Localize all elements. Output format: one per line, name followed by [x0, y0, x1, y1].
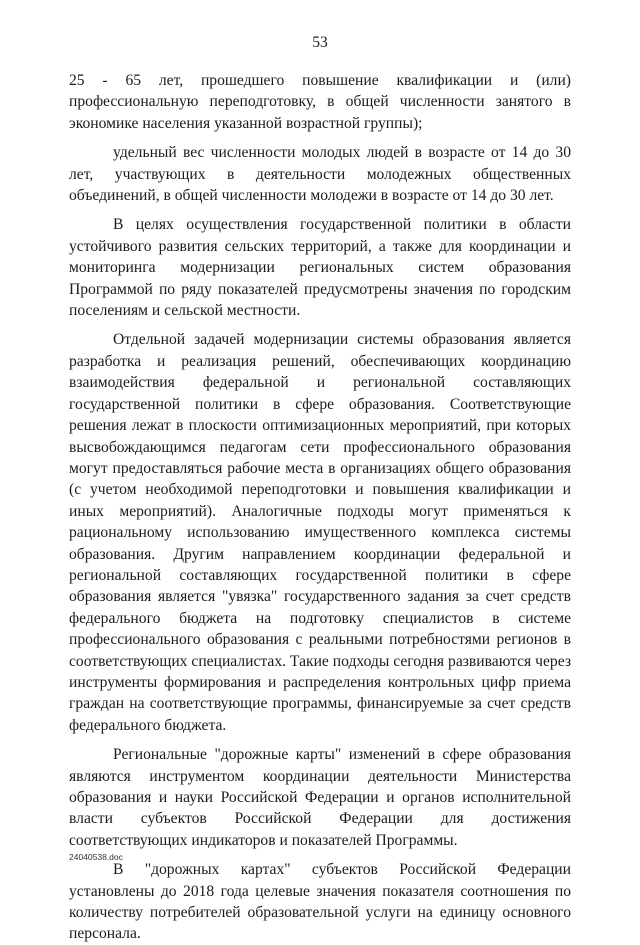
- paragraph-roadmap-targets: В "дорожных картах" субъектов Российской Федерации установлены до 2018 года целевые значения показателя соотношения по количеству потребителей образовательной услуги на единицу основного персонала.: [69, 861, 571, 943]
- paragraph-coordination-task: Отдельной задачей модернизации системы образования является разработка и реализация решений, обеспечивающих координацию взаимодействия федеральной и региональной составляющих государственной политики в сфере образования. Соответствующие решения лежат в плоскости оптимизационных мероприятий, при которых высвобождающимся педагогам сети профессионального образования могут предоставляться рабочие места в организациях общего образования (с учетом необходимой переподготовки и повышения квалификации и иных мероприятий). Аналогичные подходы могут применяться к рациональному использованию имущественного комплекса системы образования. Другим направлением координации федеральной и региональной составляющих государственной политики в сфере образования является "увязка" государственного задания за счет средств федерального бюджета на подготовку специалистов в системе профессионального образования с реальными потребностями регионов в соответствующих специалистах. Такие подходы сегодня развиваются через инструменты формирования и распределения контрольных цифр приема граждан на соответствующие программы, финансируемые за счет средств федерального бюджета.: [69, 331, 571, 734]
- footer-filename: 24040538.doc: [69, 852, 123, 862]
- paragraph-youth-share: удельный вес численности молодых людей в возрасте от 14 до 30 лет, участвующих в деятельности молодежных общественных объединений, в общей численности молодежи в возрасте от 14 до 30 лет.: [69, 144, 571, 205]
- document-body: [69, 70, 571, 945]
- paragraph-continuation: 25 - 65 лет, прошедшего повышение квалификации и (или) профессиональную переподготовку, в общей численности занятого в экономике населения указанной возрастной группы);: [69, 72, 571, 132]
- page-number: 53: [312, 34, 328, 51]
- paragraph-roadmaps: Региональные "дорожные карты" изменений в сфере образования являются инструментом координации деятельности Министерства образования и науки Российской Федерации и органов исполнительной власти субъектов Российской Федерации для достижения соответствующих индикаторов и показателей Программы.: [69, 746, 571, 849]
- paragraph-rural-development: В целях осуществления государственной политики в области устойчивого развития сельских территорий, а также для координации и мониторинга модернизации региональных систем образования Программой по ряду показателей предусмотрены значения по городским поселениям и сельской местности.: [69, 216, 571, 320]
